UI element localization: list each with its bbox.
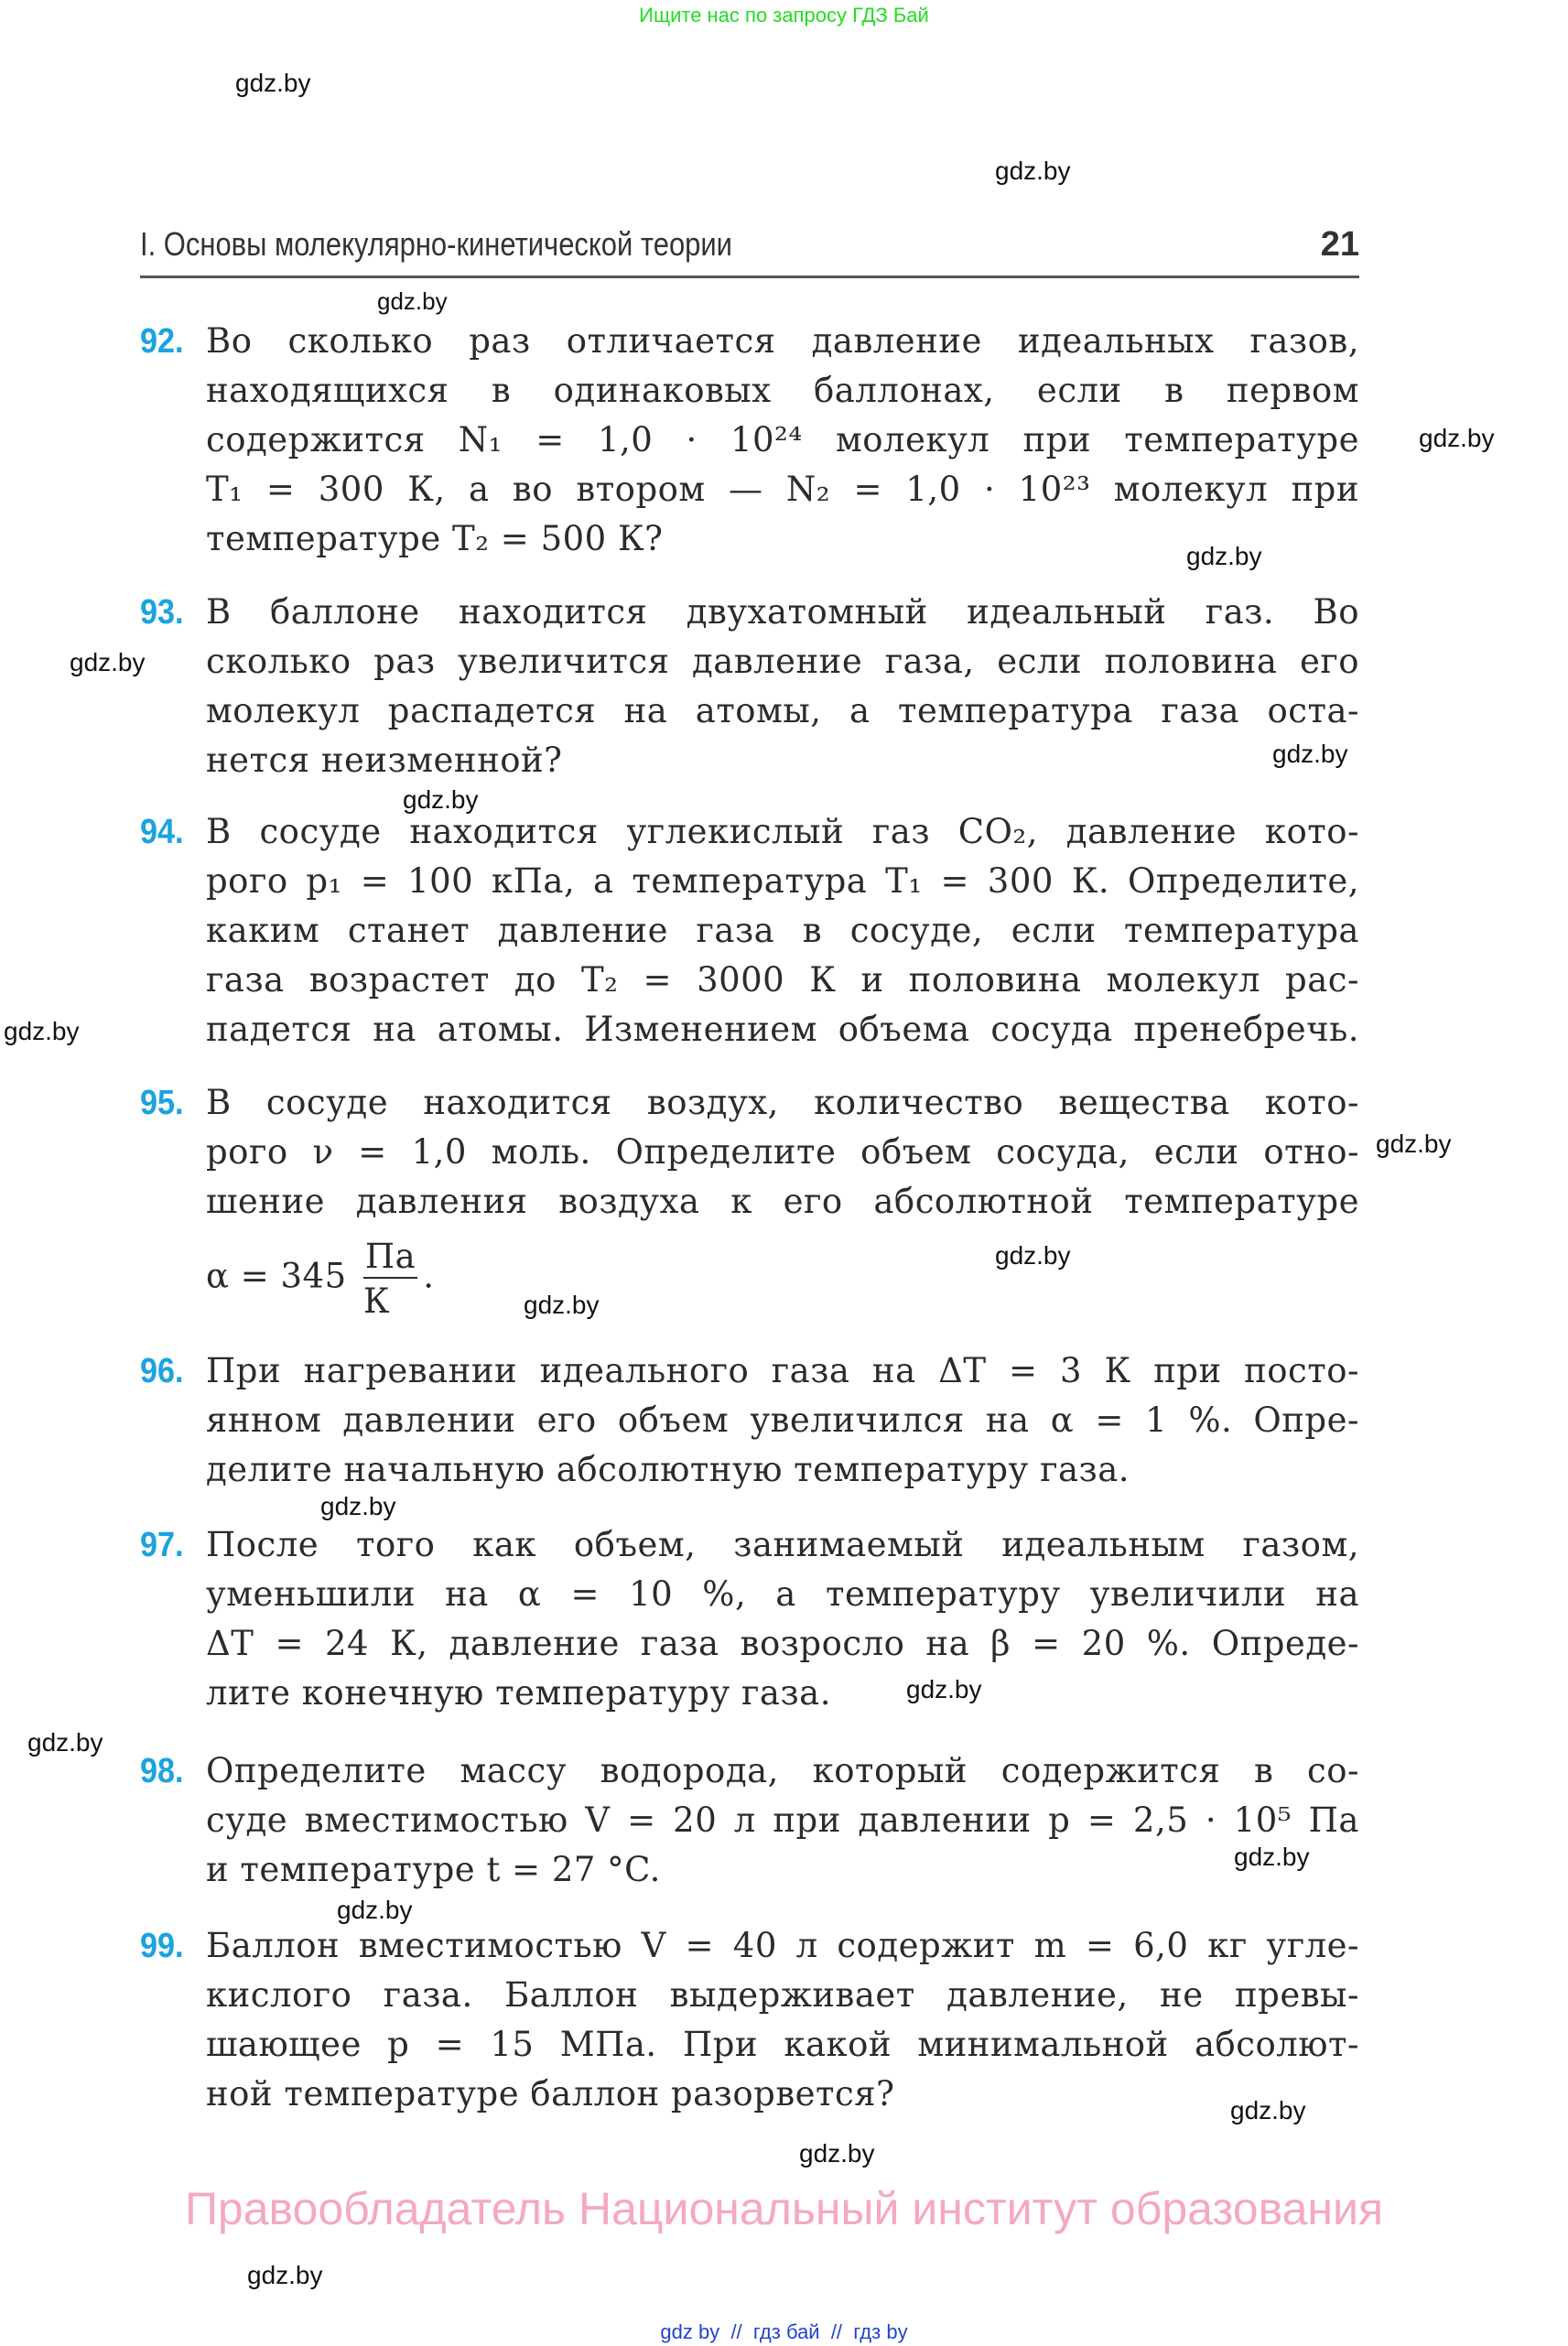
text-line: рого p₁ = 100 кПа, а температура T₁ = 300 К. Определите,: [206, 861, 1359, 901]
watermark: gdz.by: [247, 2261, 323, 2289]
page-number: 21: [1320, 225, 1359, 264]
problem-text: [206, 1520, 1359, 1718]
problem-number: 93.: [140, 593, 184, 632]
problem-number: 95.: [140, 1084, 184, 1122]
text-line: находящихся в одинаковых баллонах, если в первом: [206, 371, 1359, 410]
fraction: [362, 1237, 417, 1321]
problem-number: 94.: [140, 813, 184, 851]
watermark: gdz.by: [320, 1492, 396, 1520]
text-line: янном давлении его объем увеличился на α = 1 %. Опре-: [206, 1400, 1359, 1440]
formula-prefix: α = 345: [206, 1256, 347, 1296]
watermark: gdz.by: [995, 1241, 1071, 1270]
problem-number: 99.: [140, 1927, 184, 1965]
footer-links[interactable]: gdz by // гдз бай // гдз by: [660, 2320, 908, 2343]
page-header: [140, 225, 1359, 271]
watermark: gdz.by: [27, 1728, 103, 1757]
text-line: ΔT = 24 К, давление газа возросло на β = 20 %. Опреде-: [206, 1624, 1359, 1663]
problem-text: [206, 1746, 1359, 1895]
text-line: Во сколько раз отличается давление идеальных газов,: [206, 321, 1359, 361]
problem-number: 97.: [140, 1526, 184, 1564]
chapter-title: I. Основы молекулярно-кинетической теории: [140, 225, 732, 263]
watermark: gdz.by: [906, 1675, 982, 1703]
text-line: газа возрастет до T₂ = 3000 К и половина молекул рас-: [206, 960, 1359, 1000]
watermark: gdz.by: [799, 2139, 875, 2168]
text-line: падется на атомы. Изменением объема сосуда пренебречь.: [206, 1010, 1359, 1049]
top-banner: Ищите нас по запросу ГДЗ Бай: [639, 4, 929, 27]
watermark: gdz.by: [377, 287, 448, 315]
problem-text: [206, 317, 1359, 564]
text-line: В баллоне находится двухатомный идеальный газ. Во: [206, 592, 1359, 632]
text-line: сколько раз увеличится давление газа, если половина его: [206, 642, 1359, 681]
text-line: лите конечную температуру газа.: [206, 1673, 831, 1713]
text-line: шение давления воздуха к его абсолютной температуре: [206, 1182, 1359, 1221]
text-line: делите начальную абсолютную температуру газа.: [206, 1450, 1130, 1489]
watermark: gdz.by: [1234, 1843, 1310, 1871]
text-line: суде вместимостью V = 20 л при давлении p = 2,5 · 10⁵ Па: [206, 1800, 1359, 1840]
text-line: В сосуде находится углекислый газ CO₂, давление кото-: [206, 812, 1359, 851]
watermark: gdz.by: [524, 1291, 600, 1319]
problem-text: [206, 807, 1359, 1054]
text-line: В сосуде находится воздух, количество вещества кото-: [206, 1083, 1359, 1122]
text-line: уменьшили на α = 10 %, а температуру увеличили на: [206, 1574, 1359, 1614]
problem-number: 92.: [140, 322, 184, 361]
watermark: gdz.by: [1272, 740, 1348, 768]
text-line: После того как объем, занимаемый идеальным газом,: [206, 1525, 1359, 1564]
copyright-notice: Правообладатель Национальный институт образования: [184, 2183, 1384, 2234]
watermark: gdz.by: [4, 1017, 80, 1045]
text-line: T₁ = 300 К, а во втором — N₂ = 1,0 · 10²³ молекул при: [206, 470, 1359, 509]
watermark: gdz.by: [1376, 1130, 1452, 1158]
text-line: При нагревании идеального газа на ΔT = 3 К при посто-: [206, 1351, 1359, 1390]
text-line: молекул распадется на атомы, а температура газа оста-: [206, 691, 1359, 730]
watermark: gdz.by: [235, 69, 311, 97]
text-line: нется неизменной?: [206, 741, 563, 780]
watermark: gdz.by: [403, 785, 479, 814]
problem-text: [206, 1078, 1359, 1321]
text-line: шающее p = 15 МПа. При какой минимальной абсолют-: [206, 2025, 1359, 2064]
watermark: gdz.by: [70, 648, 146, 676]
text-line: каким станет давление газа в сосуде, если температура: [206, 911, 1359, 950]
problem-text: [206, 1346, 1359, 1495]
text-line: содержится N₁ = 1,0 · 10²⁴ молекул при температуре: [206, 420, 1359, 459]
fraction-numerator: Па: [363, 1239, 417, 1279]
watermark: gdz.by: [1419, 424, 1495, 452]
watermark: gdz.by: [1186, 542, 1262, 570]
text-line: ной температуре баллон разорвется?: [206, 2074, 895, 2114]
watermark: gdz.by: [995, 157, 1071, 185]
problem-text: [206, 588, 1359, 785]
text-line: рого ν = 1,0 моль. Определите объем сосуда, если отно-: [206, 1132, 1359, 1172]
text-line: Баллон вместимостью V = 40 л содержит m = 6,0 кг угле-: [206, 1926, 1359, 1965]
text-line: кислого газа. Баллон выдерживает давление, не превы-: [206, 1975, 1359, 2015]
formula-line: [206, 1237, 1359, 1321]
watermark: gdz.by: [337, 1896, 413, 1924]
text-line: температуре T₂ = 500 К?: [206, 519, 664, 558]
problem-number: 98.: [140, 1752, 184, 1790]
header-divider: [140, 276, 1359, 278]
watermark: gdz.by: [1230, 2096, 1306, 2124]
problem-text: [206, 1921, 1359, 2119]
formula-suffix: .: [423, 1256, 435, 1296]
text-line: и температуре t = 27 °C.: [206, 1850, 661, 1889]
text-line: Определите массу водорода, который содержится в со-: [206, 1751, 1359, 1790]
problem-number: 96.: [140, 1352, 184, 1390]
fraction-denominator: К: [362, 1281, 391, 1321]
